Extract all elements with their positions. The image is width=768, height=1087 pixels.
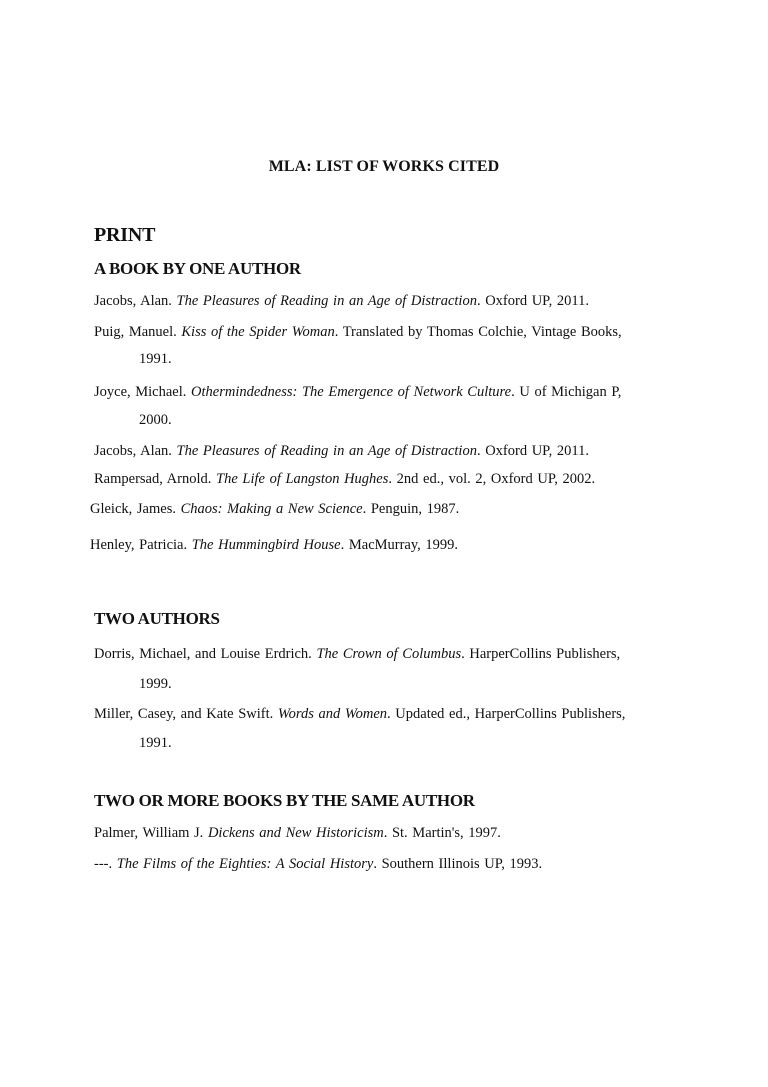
- citation-entry: [94, 324, 622, 341]
- citation-author: Jacobs, Alan.: [94, 293, 177, 309]
- citation-entry: [94, 646, 620, 663]
- citation-entry: [90, 537, 458, 554]
- citation-title: The Hummingbird House: [191, 537, 341, 553]
- citation-publication: . HarperCollins Publishers,: [461, 646, 621, 662]
- citation-entry: [94, 384, 621, 401]
- citation-continuation: 1999.: [139, 676, 172, 692]
- section-heading-two-authors: TWO AUTHORS: [94, 609, 220, 628]
- section-heading-one-author: A BOOK BY ONE AUTHOR: [94, 259, 301, 278]
- citation-publication: . St. Martin's, 1997.: [383, 825, 501, 841]
- citation-author: Miller, Casey, and Kate Swift.: [94, 706, 278, 722]
- citation-author: Henley, Patricia.: [90, 537, 192, 553]
- section-heading-print: PRINT: [94, 224, 156, 246]
- citation-entry: [94, 471, 595, 488]
- citation-publication: . Updated ed., HarperCollins Publishers,: [387, 706, 626, 722]
- citation-publication: . Penguin, 1987.: [362, 501, 460, 517]
- citation-title: The Pleasures of Reading in an Age of Distraction: [176, 443, 477, 459]
- citation-publication: . Translated by Thomas Colchie, Vintage Books,: [334, 324, 622, 340]
- citation-publication: . 2nd ed., vol. 2, Oxford UP, 2002.: [388, 471, 596, 487]
- citation-author: Dorris, Michael, and Louise Erdrich.: [94, 646, 317, 662]
- citation-entry: [94, 293, 589, 310]
- citation-entry: [94, 706, 625, 723]
- citation-author: Gleick, James.: [90, 501, 181, 517]
- citation-title: Kiss of the Spider Woman: [181, 324, 335, 340]
- citation-publication: . MacMurray, 1999.: [340, 537, 459, 553]
- citation-publication: . Southern Illinois UP, 1993.: [373, 856, 543, 872]
- citation-author: Rampersad, Arnold.: [94, 471, 217, 487]
- citation-continuation: 1991.: [139, 735, 172, 751]
- section-heading-same-author: TWO OR MORE BOOKS BY THE SAME AUTHOR: [94, 791, 475, 810]
- citation-entry: [94, 825, 501, 842]
- citation-title: Dickens and New Historicism: [207, 825, 384, 841]
- citation-publication: . Oxford UP, 2011.: [476, 443, 589, 459]
- citation-author: Palmer, William J.: [94, 825, 208, 841]
- citation-continuation: 2000.: [139, 412, 172, 428]
- citation-author: Joyce, Michael.: [94, 384, 192, 400]
- citation-author: Puig, Manuel.: [94, 324, 182, 340]
- citation-continuation: 1991.: [139, 351, 172, 367]
- citation-title: Words and Women: [277, 706, 388, 722]
- citation-entry: [94, 856, 542, 873]
- citation-title: The Life of Langston Hughes: [216, 471, 389, 487]
- page-title: MLA: LIST OF WORKS CITED: [268, 158, 500, 175]
- citation-author: Jacobs, Alan.: [94, 443, 177, 459]
- citation-entry: [94, 443, 589, 460]
- citation-title: The Films of the Eighties: A Social History: [116, 856, 374, 872]
- citation-title: Othermindedness: The Emergence of Network Culture: [191, 384, 512, 400]
- citation-publication: . U of Michigan P,: [511, 384, 622, 400]
- citation-title: The Crown of Columbus: [316, 646, 462, 662]
- citation-title: Chaos: Making a New Science: [180, 501, 363, 517]
- citation-author: ---.: [94, 856, 117, 872]
- citation-entry: [90, 501, 459, 518]
- citation-title: The Pleasures of Reading in an Age of Distraction: [176, 293, 477, 309]
- citation-publication: . Oxford UP, 2011.: [476, 293, 589, 309]
